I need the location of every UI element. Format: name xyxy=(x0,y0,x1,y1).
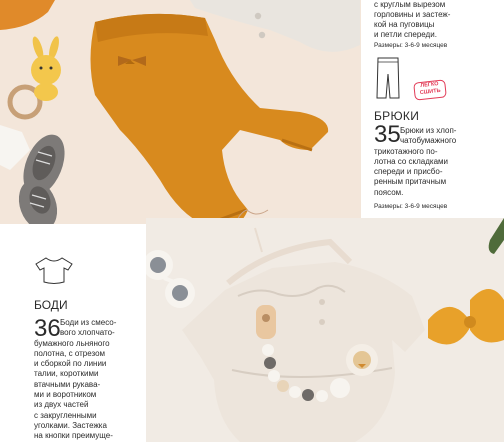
text-line: ренным притачным xyxy=(374,177,447,187)
badge-line: ЛЕГКО xyxy=(420,81,439,89)
linen-bodysuit xyxy=(182,262,425,442)
trousers-heading: БРЮКИ xyxy=(374,109,420,123)
trousers-number: 35 xyxy=(374,121,401,148)
text-line: с закругленными xyxy=(34,410,97,420)
text-line: лотна со складками xyxy=(374,156,449,166)
trousers-description xyxy=(374,121,502,198)
flower-sunglasses xyxy=(143,250,195,308)
green-leaf xyxy=(489,218,504,254)
text-line: ми и воротником xyxy=(34,390,97,400)
text-line: на кнопки преимуще- xyxy=(34,431,113,441)
text-line: и сборкой по линии xyxy=(34,359,107,369)
text-line: спереди и присбо- xyxy=(374,167,443,177)
text-line: и петли спереди. xyxy=(374,30,437,39)
text-line: бумажного льняного xyxy=(34,338,110,348)
text-line: горловины и застеж- xyxy=(374,10,451,19)
bodysuit-heading: БОДИ xyxy=(34,298,68,312)
text-line: уголками. Застежка xyxy=(34,420,107,430)
trousers-pattern-icon xyxy=(375,56,401,100)
orange-bow-headband xyxy=(428,289,504,344)
text-line: поясом. xyxy=(374,187,404,197)
text-line: полотна, с отрезом xyxy=(34,348,106,358)
bodysuit-description xyxy=(34,315,146,442)
text-line: Брюки из хлоп- xyxy=(400,126,457,135)
trousers-sizes: Размеры: 3-6-9 месяцев xyxy=(374,203,448,210)
text-line: талии, короткими xyxy=(34,369,99,379)
text-line: чатобумажного xyxy=(400,136,457,146)
text-line: втачными рукава- xyxy=(34,379,101,389)
text-line: с круглым вырезом xyxy=(374,0,446,9)
sweater-sizes: Размеры: 3-6-9 месяцев xyxy=(374,42,448,49)
text-line: вого хлопчато- xyxy=(60,328,115,338)
bodysuit-text-panel xyxy=(0,224,146,442)
text-line: трикотажного по- xyxy=(374,146,438,156)
bodysuit-number: 36 xyxy=(34,315,61,342)
badge-line: СШИТЬ xyxy=(419,87,441,97)
trousers-text-panel xyxy=(361,0,504,218)
easy-sew-badge xyxy=(413,79,447,100)
text-line: Боди из смесо- xyxy=(60,318,117,327)
bodysuit-pattern-icon xyxy=(34,256,74,286)
text-line: из двух частей xyxy=(34,400,89,410)
text-line: кой на пуговицы xyxy=(374,20,435,29)
sweater-description-tail xyxy=(374,0,502,40)
